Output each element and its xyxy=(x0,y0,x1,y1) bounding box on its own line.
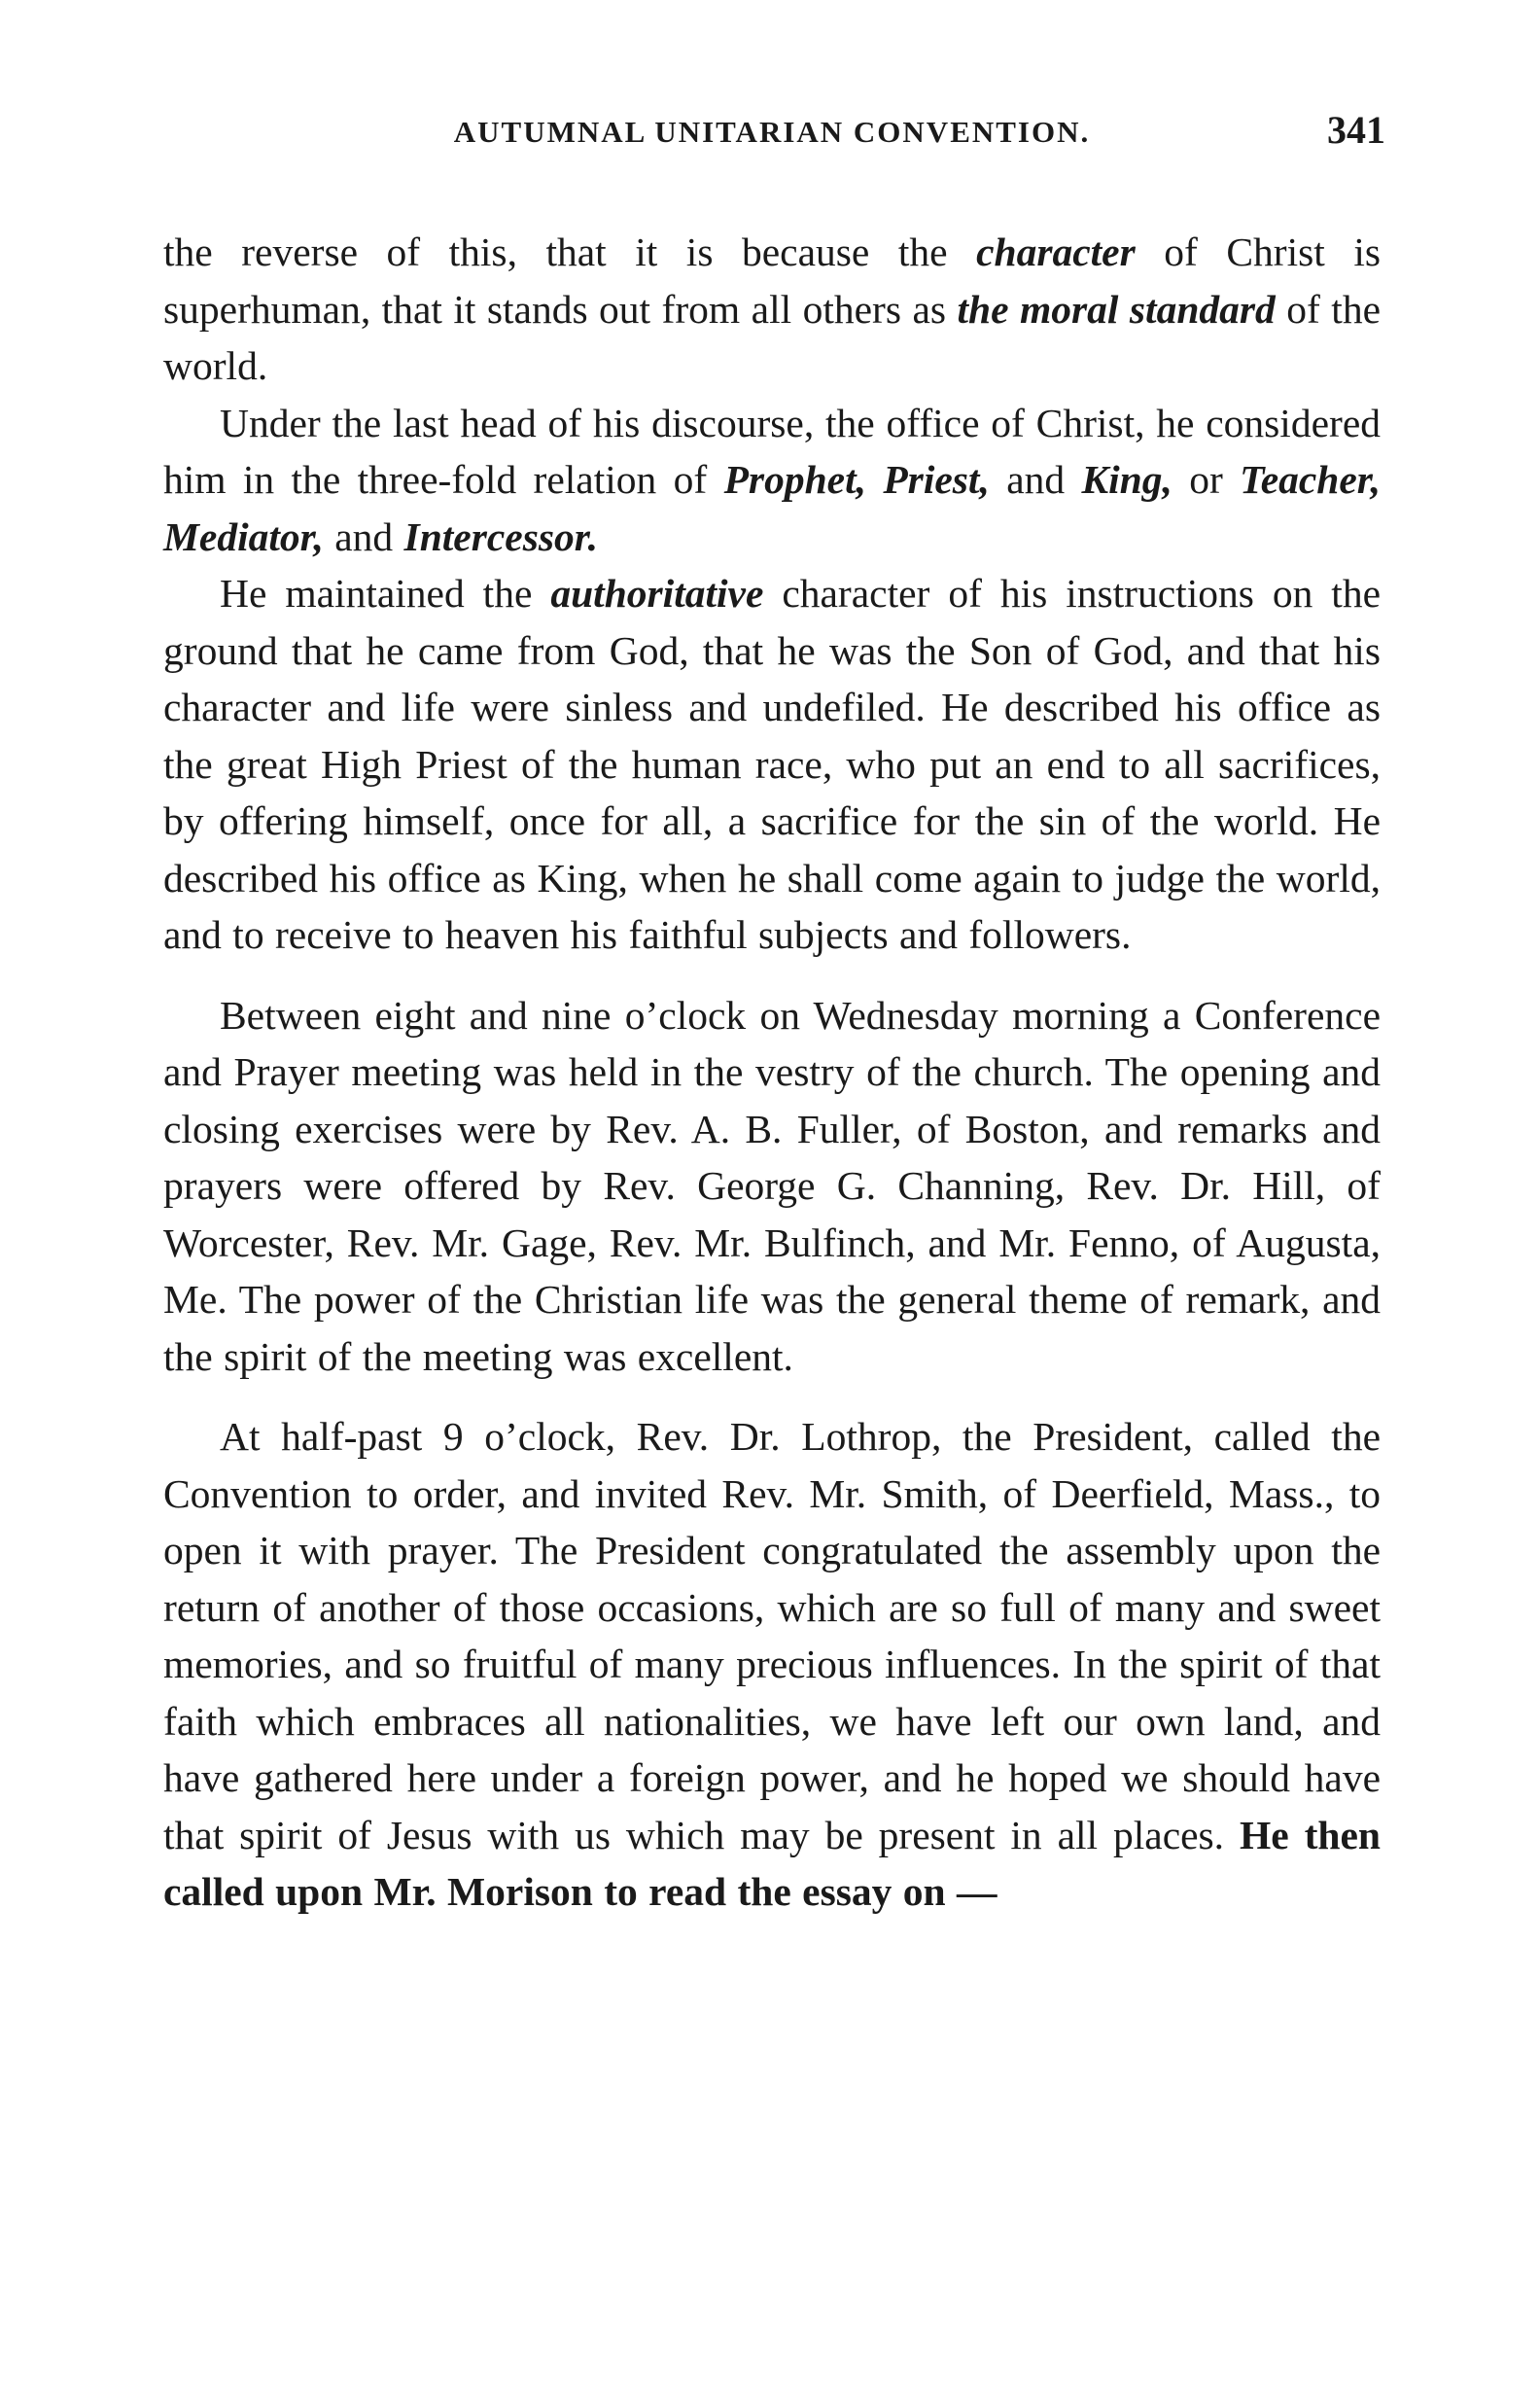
emphasis-king: King, xyxy=(1081,457,1172,502)
paragraph-4: Between eight and nine o’clock on Wednesday morning a Conference and Prayer meeting was held in the vestry of the church. The opening and closing exercises were by Rev. A. B. Fuller, of Boston, and remarks and prayers were offered by Rev. George G. Channing, Rev. Dr. Hill, of Worcester, Rev. Mr. Gage, Rev. Mr. Bulfinch, and Mr. Fenno, of Augusta, Me. The power of the Christian life was the general theme of remark, and the spirit of the meeting was excellent. xyxy=(163,992,1381,1379)
paragraph-2 xyxy=(163,395,1381,566)
text-run: and xyxy=(989,457,1082,502)
text-run-bold: He then called upon Mr. Morison to read the essay on — xyxy=(163,1812,1381,1914)
emphasis-prophet: Prophet, xyxy=(723,457,866,502)
running-title: AUTUMNAL UNITARIAN CONVENTION. xyxy=(453,115,1091,149)
text-run: character of his instructions on the ground that he came from God, that he was the Son of God, and that his character and life were sinless and undefiled. He described his office as the great High Priest of the human race, who put an end to all sacrifices, by offering himself, once for all, a sacrifice for the sin of the world. He described his office as King, when he shall come again to judge the world, and to receive to heaven his faithful subjects and followers. xyxy=(163,571,1381,957)
text-run: the reverse of this, that it is because the xyxy=(163,230,977,274)
emphasis-mediator: Mediator, xyxy=(163,513,324,559)
paragraph-5 xyxy=(163,1408,1381,1921)
text-run: of Christ is superhuman, that it stands out from all others as xyxy=(163,230,1381,332)
text-run: and xyxy=(323,513,404,559)
emphasis-intercessor: Intercessor. xyxy=(403,513,599,559)
text-run: or xyxy=(1172,457,1241,502)
text-run: At half-past 9 o’clock, Rev. Dr. Lothrop, the President, called the Convention to order, and invited Rev. Mr. Smith, of Deerfield, Mass., to open it with prayer. The President congratulated the assembly upon the return of another of those occasions, which are so full of many and sweet memories, and so fruitful of many precious influences. In the spirit of that faith which embraces all nationalities, we have left our own land, and have gathered here under a foreign power, and he hoped we should have that spirit of Jesus with us which may be present in all places. xyxy=(163,1414,1381,1857)
book-page xyxy=(163,107,1385,1921)
page-number: 341 xyxy=(1327,108,1385,152)
emphasis-authoritative: authoritative xyxy=(550,571,764,616)
running-head xyxy=(163,107,1385,165)
paragraph-3 xyxy=(163,565,1381,964)
emphasis-character: character xyxy=(976,230,1136,274)
emphasis-moral-standard: the moral standard xyxy=(957,286,1276,332)
text-run: Under the last head of his discourse, the office of Christ, he considered him in the three-fold relation of xyxy=(163,400,1381,502)
text-run: He maintained the xyxy=(220,571,551,616)
emphasis-teacher: Teacher, xyxy=(1240,457,1382,502)
emphasis-priest: Priest, xyxy=(883,457,990,502)
text-run: of the world. xyxy=(163,286,1381,388)
paragraph-1 xyxy=(163,224,1381,395)
text-run xyxy=(866,457,883,502)
